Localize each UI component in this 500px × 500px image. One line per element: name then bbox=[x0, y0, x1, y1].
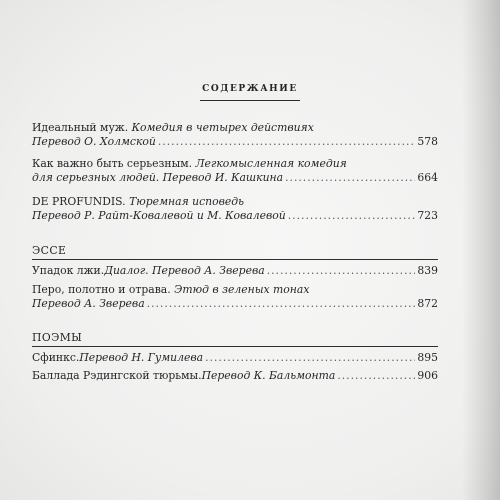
toc-entry-sphinx bbox=[32, 351, 438, 365]
toc-heading: СОДЕРЖАНИЕ bbox=[202, 84, 298, 94]
entry-title-line bbox=[32, 351, 438, 365]
entry-subtitle: Комедия в четырех действиях bbox=[131, 121, 314, 134]
entry-title-line bbox=[32, 121, 438, 135]
page-number: 578 bbox=[417, 135, 438, 148]
section-rule-poems bbox=[32, 346, 438, 347]
toc-entry-earnest bbox=[32, 157, 438, 185]
dot-leader bbox=[337, 369, 415, 383]
page-number: 895 bbox=[417, 351, 438, 364]
entry-title: Идеальный муж. bbox=[32, 121, 132, 134]
dot-leader bbox=[267, 264, 416, 278]
section-rule-essays bbox=[32, 259, 438, 260]
entry-title: Сфинкс. bbox=[32, 351, 80, 364]
entry-subtitle: Этюд в зеленых тонах bbox=[174, 283, 310, 296]
entry-title-line bbox=[32, 264, 438, 278]
page-number: 906 bbox=[417, 369, 438, 382]
entry-subtitle: Легкомысленная комедия bbox=[195, 157, 347, 170]
entry-subtitle: Перевод Н. Гумилева bbox=[79, 351, 204, 364]
entry-title-line bbox=[32, 283, 438, 297]
entry-title-line bbox=[32, 369, 438, 383]
entry-translator-line bbox=[32, 171, 438, 185]
heading-underline bbox=[200, 100, 300, 101]
dot-leader bbox=[285, 171, 415, 185]
dot-leader bbox=[147, 297, 416, 311]
entry-subtitle: Тюремная исповедь bbox=[129, 195, 245, 208]
entry-title: Перо, полотно и отрава. bbox=[32, 283, 175, 296]
entry-title-line bbox=[32, 195, 438, 209]
toc-entry-reading-gaol bbox=[32, 369, 438, 383]
section-title-essays: ЭССЕ bbox=[32, 244, 67, 257]
entry-title: Баллада Рэдингской тюрьмы. bbox=[32, 369, 202, 382]
entry-translator-line bbox=[32, 209, 438, 223]
entry-translator: Перевод О. Холмской bbox=[32, 135, 156, 148]
entry-title: Упадок лжи. bbox=[32, 264, 105, 277]
entry-translator: Перевод А. Зверева bbox=[32, 297, 145, 310]
entry-translator-line bbox=[32, 135, 438, 149]
entry-translator: для серьезных людей. Перевод И. Кашкина bbox=[32, 171, 284, 184]
dot-leader bbox=[205, 351, 415, 365]
entry-subtitle: Перевод К. Бальмонта bbox=[201, 369, 336, 382]
toc-entry-de-profundis bbox=[32, 195, 438, 223]
page-number: 664 bbox=[417, 171, 438, 184]
section-title-poems: ПОЭМЫ bbox=[32, 331, 83, 344]
entry-title: Как важно быть серьезным. bbox=[32, 157, 196, 170]
toc-entry-ideal-husband bbox=[32, 121, 438, 149]
toc-entry-decay-of-lying bbox=[32, 264, 438, 278]
toc-entry-pen-pencil-poison bbox=[32, 283, 438, 311]
entry-subtitle: Диалог. Перевод А. Зверева bbox=[104, 264, 265, 277]
dot-leader bbox=[158, 135, 416, 149]
entry-title: DE PROFUNDIS. bbox=[32, 195, 130, 208]
entry-translator: Перевод Р. Райт-Ковалевой и М. Ковалевой bbox=[32, 209, 286, 222]
page-edge-shadow bbox=[462, 0, 500, 500]
entry-title-line bbox=[32, 157, 438, 171]
page-number: 839 bbox=[417, 264, 438, 277]
entry-translator-line bbox=[32, 297, 438, 311]
page-number: 872 bbox=[417, 297, 438, 310]
dot-leader bbox=[288, 209, 416, 223]
page-number: 723 bbox=[417, 209, 438, 222]
